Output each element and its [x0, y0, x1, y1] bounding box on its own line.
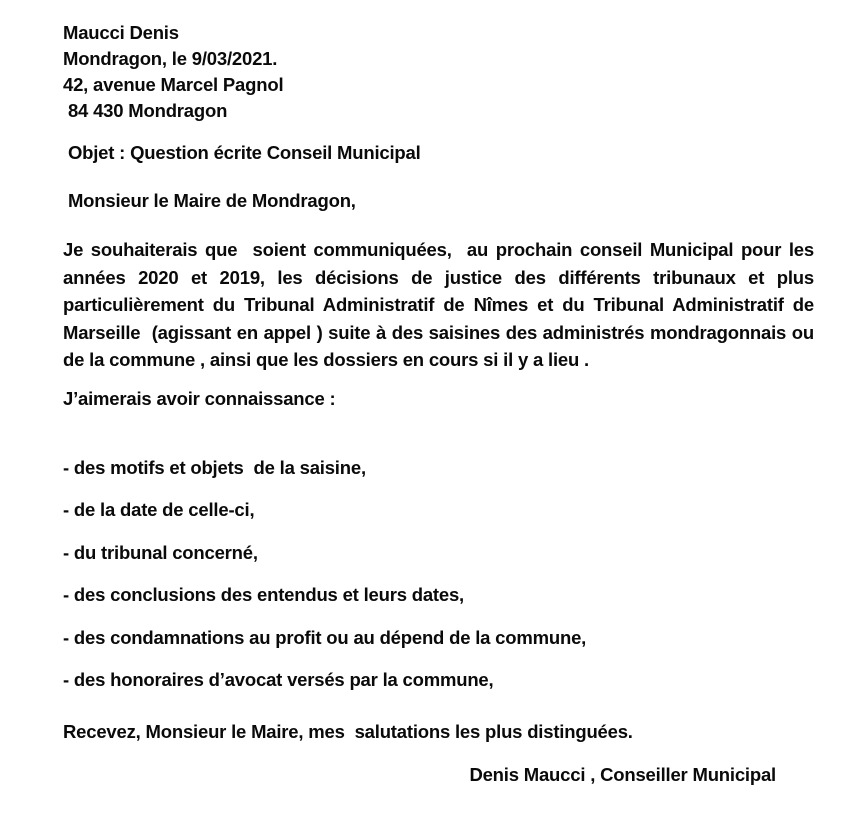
list-item: - des honoraires d’avocat versés par la commune,	[63, 669, 494, 690]
closing-line: Recevez, Monsieur le Maire, mes salutations les plus distinguées.	[63, 721, 633, 742]
list-item: - du tribunal concerné,	[63, 541, 258, 563]
sender-city: 84 430 Mondragon	[63, 100, 228, 121]
request-list	[63, 455, 814, 694]
list-item: - des condamnations au profit ou au dépend de la commune,	[63, 626, 587, 648]
letter-date-line: Mondragon, le 9/03/2021.	[63, 48, 278, 69]
sender-street: 42, avenue Marcel Pagnol	[63, 74, 284, 95]
body-paragraph: Je souhaiterais que soient communiquées, au prochain conseil Municipal pour les années 2020 et 2019, les décisions de justice des différents tribunaux et plus particulièrement du Tribunal Administratif de Nîmes et du Tribunal Administratif de Marseille (agissant en appel ) suite à des saisines des administrés mondragonnais ou de la commune , ainsi que les dossiers en cours si il y a lieu .	[63, 239, 819, 370]
list-item: - des motifs et objets de la saisine,	[63, 456, 366, 478]
subject-line: Objet : Question écrite Conseil Municipal	[63, 142, 421, 163]
sender-block	[63, 20, 814, 124]
salutation: Monsieur le Maire de Mondragon,	[63, 190, 356, 211]
list-item: - des conclusions des entendus et leurs dates,	[63, 584, 464, 605]
sender-name: Maucci Denis	[63, 22, 179, 43]
list-item: - de la date de celle-ci,	[63, 499, 255, 520]
signature-line: Denis Maucci , Conseiller Municipal	[469, 764, 776, 785]
list-intro: J’aimerais avoir connaissance :	[63, 387, 336, 409]
